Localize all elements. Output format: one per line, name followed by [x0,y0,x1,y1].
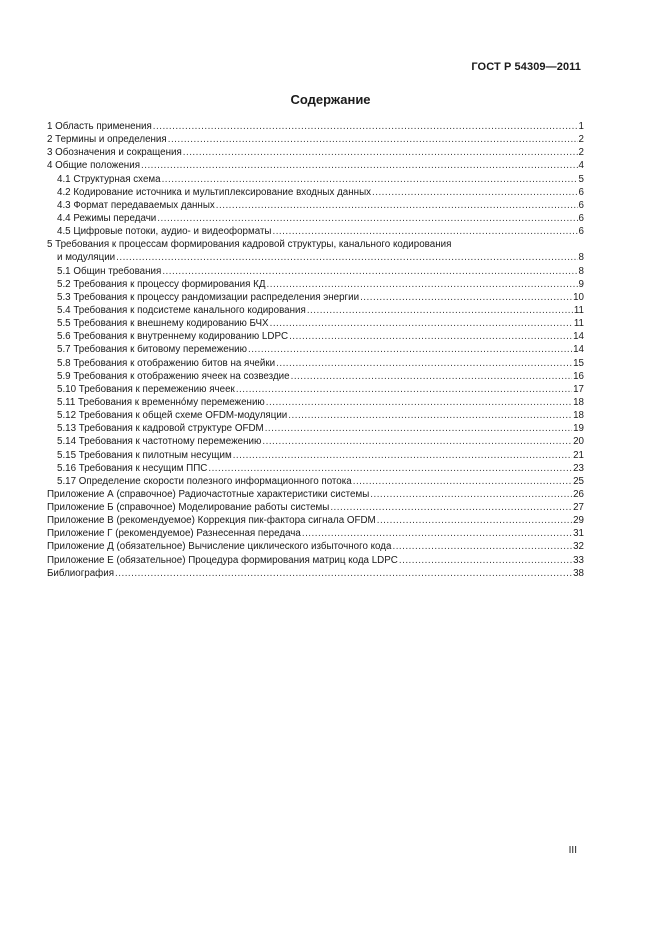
toc-entry[interactable] [47,146,584,159]
toc-leader-dots [208,462,572,475]
toc-entry[interactable] [47,475,584,488]
toc-entry-label: 5.15 Требования к пилотным несущим [57,449,232,461]
toc-entry-page: 21 [573,449,584,461]
toc-entry-label: Приложение Е (обязательное) Процедура формирования матриц кода LDPC [47,554,398,566]
toc-entry[interactable] [47,541,584,554]
toc-leader-dots [267,278,578,291]
toc-entry[interactable] [47,567,584,580]
toc-entry-label: 5.10 Требования к перемежению ячеек [57,383,235,395]
toc-entry-page: 2 [578,147,584,159]
toc-leader-dots [157,212,577,225]
toc-leader-dots [370,488,572,501]
toc-entry[interactable] [47,238,584,251]
toc-entry-page: 18 [573,396,584,408]
toc-leader-dots [360,291,572,304]
toc-entry[interactable] [47,330,584,343]
toc-entry[interactable] [47,133,584,146]
toc-entry-label: 5.9 Требования к отображению ячеек на созвездие [57,370,290,382]
toc-entry[interactable] [47,501,584,514]
toc-entry-page: 6 [578,226,584,238]
toc-entry-page: 23 [573,462,584,474]
toc-entry-page: 17 [573,383,584,395]
toc-entry-label: 5.3 Требования к процессу рандомизации распределения энергии [57,291,360,303]
toc-entry-label: Приложение В (рекомендуемое) Коррекция пик-фактора сигнала OFDM [47,515,376,527]
toc-leader-dots [399,554,572,567]
toc-entry-label: 5.17 Определение скорости полезного информационного потока [57,475,352,487]
toc-entry-label: 4.4 Режимы передачи [57,212,157,224]
toc-leader-dots [302,527,572,540]
toc-entry-page: 14 [573,344,584,356]
toc-entry-page: 31 [573,528,584,540]
toc-entry-label: 4 Общие положения [47,160,140,172]
toc-entry-label: 4.5 Цифровые потоки, аудио- и видеоформаты [57,226,272,238]
toc-leader-dots [162,265,577,278]
toc-leader-dots [233,449,572,462]
toc-entry[interactable] [47,370,584,383]
toc-entry-page: 5 [578,173,584,185]
toc-entry[interactable] [47,488,584,501]
toc-entry[interactable] [47,199,584,212]
toc-entry-label: 3 Обозначения и сокращения [47,147,182,159]
toc-entry-label: Приложение А (справочное) Радиочастотные характеристики системы [47,488,370,500]
toc-leader-dots [291,370,573,383]
toc-leader-dots [289,330,572,343]
toc-entry-page: 8 [578,265,584,277]
toc-leader-dots [168,133,578,146]
toc-leader-dots [236,383,572,396]
toc-entry-page: 9 [578,278,584,290]
toc-leader-dots [266,396,572,409]
toc-entry-page: 6 [578,212,584,224]
toc-entry[interactable] [47,396,584,409]
toc-leader-dots [288,409,572,422]
toc-entry-label: 4.3 Формат передаваемых данных [57,199,215,211]
toc-entry-page: 19 [573,423,584,435]
toc-entry-label: 5.16 Требования к несущим ППС [57,462,208,474]
toc-leader-dots [183,146,578,159]
toc-leader-dots [270,317,573,330]
toc-entry[interactable] [47,527,584,540]
toc-entry[interactable] [47,357,584,370]
toc-leader-dots [392,540,572,553]
toc-entry-label: 5.12 Требования к общей схеме OFDM-модуляции [57,410,288,422]
toc-entry-page: 18 [573,410,584,422]
toc-entry[interactable] [47,449,584,462]
toc-entry-label: Приложение Д (обязательное) Вычисление циклического избыточного кода [47,541,392,553]
toc-entry-label: Приложение Г (рекомендуемое) Разнесенная передача [47,528,301,540]
toc-leader-dots [115,567,572,580]
toc-leader-dots [372,186,578,199]
toc-entry[interactable] [47,120,584,133]
toc-title: Содержание [290,92,371,107]
table-of-contents [47,120,584,580]
toc-entry-page: 32 [573,541,584,553]
toc-leader-dots [141,159,578,172]
toc-entry[interactable] [47,383,584,396]
toc-leader-dots [377,514,572,527]
toc-leader-dots [153,120,578,133]
toc-entry-page: 2 [578,134,584,146]
document-code: ГОСТ Р 54309—2011 [471,61,581,73]
toc-entry-label: 5.11 Требования к временнóму перемежению [57,396,265,408]
toc-entry[interactable] [47,291,584,304]
toc-entry-label: 5.5 Требования к внешнему кодированию БЧХ [57,318,269,330]
toc-entry[interactable] [47,422,584,435]
toc-entry[interactable] [47,186,584,199]
toc-leader-dots [265,422,572,435]
toc-leader-dots [276,357,572,370]
toc-entry-label: 2 Термины и определения [47,134,167,146]
toc-entry-label: 5.4 Требования к подсистеме канального кодирования [57,304,306,316]
toc-leader-dots [330,501,572,514]
toc-entry-page: 27 [573,502,584,514]
toc-entry-page: 10 [573,291,584,303]
toc-entry-label: 5.8 Требования к отображению битов на ячейки [57,357,276,369]
toc-entry-label: Библиография [47,567,115,579]
toc-entry[interactable] [47,462,584,475]
toc-entry-label: 1 Область применения [47,120,152,132]
toc-entry[interactable] [47,159,584,172]
toc-entry-label: 5.2 Требования к процессу формирования КД [57,278,266,290]
toc-leader-dots [216,199,578,212]
toc-entry-page: 26 [573,488,584,500]
toc-entry-page: 14 [573,331,584,343]
toc-entry-page: 6 [578,199,584,211]
toc-entry[interactable] [47,409,584,422]
toc-entry[interactable] [47,225,584,238]
toc-leader-dots [353,475,572,488]
toc-leader-dots [116,251,577,264]
toc-entry-page: 1 [578,120,584,132]
toc-leader-dots [272,225,577,238]
toc-entry-page: 11 [573,318,584,330]
toc-leader-dots [307,304,573,317]
toc-entry-page: 38 [573,567,584,579]
toc-entry-label: 5.7 Требования к битовому перемежению [57,344,247,356]
toc-entry[interactable] [47,304,584,317]
toc-entry[interactable] [47,212,584,225]
toc-entry[interactable] [47,435,584,448]
toc-entry-page: 4 [578,160,584,172]
toc-entry[interactable] [47,317,584,330]
toc-entry[interactable] [47,343,584,356]
toc-entry-page: 16 [573,370,584,382]
toc-entry-page: 6 [578,186,584,198]
toc-entry[interactable] [47,173,584,186]
toc-entry-page: 33 [573,554,584,566]
toc-entry-label: 5 Требования к процессам формирования кадровой структуры, канального кодирования [47,239,452,251]
toc-entry-label: 5.13 Требования к кадровой структуре OFDM [57,423,264,435]
page-number: III [568,845,577,856]
toc-leader-dots [248,343,572,356]
toc-entry-label: Приложение Б (справочное) Моделирование работы системы [47,502,330,514]
toc-entry-label: и модуляции [57,252,116,264]
toc-entry-label: 5.6 Требования к внутреннему кодированию LDPC [57,331,289,343]
toc-entry-page: 11 [573,304,584,316]
toc-entry[interactable] [47,514,584,527]
toc-entry-page: 15 [573,357,584,369]
toc-entry-page: 20 [573,436,584,448]
toc-entry[interactable] [47,278,584,291]
toc-entry-label: 4.2 Кодирование источника и мультиплексирование входных данных [57,186,372,198]
toc-entry[interactable] [47,554,584,567]
toc-entry-page: 25 [573,475,584,487]
toc-entry[interactable] [47,251,584,264]
toc-leader-dots [262,435,572,448]
toc-entry-label: 5.1 Общин требования [57,265,162,277]
toc-entry[interactable] [47,265,584,278]
toc-entry-label: 5.14 Требования к частотному перемежению [57,436,262,448]
toc-entry-page: 8 [578,252,584,264]
toc-entry-label: 4.1 Структурная схема [57,173,161,185]
toc-leader-dots [162,173,578,186]
toc-entry-page: 29 [573,515,584,527]
